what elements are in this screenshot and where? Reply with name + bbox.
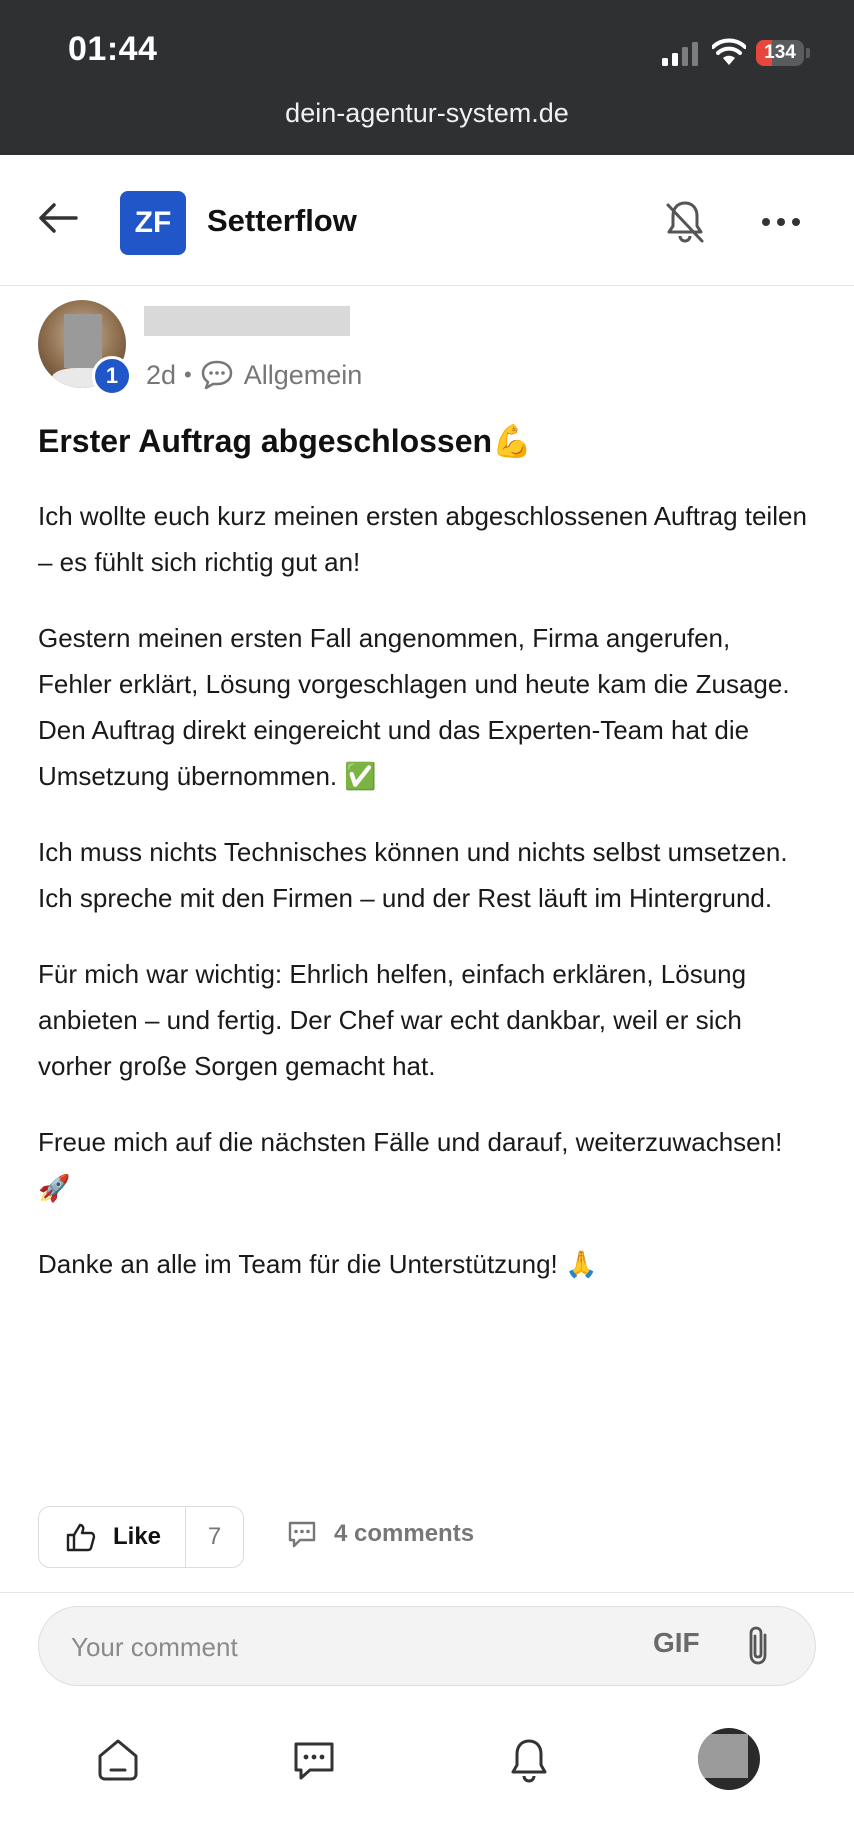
like-label: Like: [113, 1523, 162, 1550]
like-group: [38, 1506, 244, 1568]
post-paragraph: Danke an alle im Team für die Unterstützung! 🙏: [38, 1249, 598, 1279]
post-meta: [146, 358, 362, 392]
post-paragraph: Für mich war wichtig: Ehrlich helfen, einfach erklären, Lösung anbieten – und fertig. Der Chef war echt dankbar, weil er sich vorher große Sorgen gemacht hat.: [38, 959, 747, 1081]
bell-icon[interactable]: [505, 1736, 553, 1784]
post-age: 2d: [146, 359, 177, 390]
wifi-icon: [712, 38, 746, 66]
signal-icon: [662, 42, 698, 66]
thumbs-up-icon: [65, 1521, 97, 1553]
comment-input[interactable]: [69, 1607, 633, 1687]
group-name[interactable]: Setterflow: [207, 203, 357, 238]
post-paragraph: Ich muss nichts Technisches können und nichts selbst umsetzen. Ich spreche mit den Firmen – und der Rest läuft im Hintergrund.: [38, 837, 788, 913]
divider: [0, 1592, 854, 1593]
comments-button[interactable]: [286, 1518, 474, 1550]
post-title: Erster Auftrag abgeschlossen💪: [38, 423, 532, 459]
post-body: [38, 493, 808, 1287]
avatar-redaction: [698, 1734, 748, 1778]
post-paragraph: Freue mich auf die nächsten Fälle und darauf, weiterzuwachsen! 🚀: [38, 1127, 783, 1203]
level-badge: 1: [92, 356, 132, 396]
more-icon[interactable]: [756, 197, 806, 247]
bell-off-icon[interactable]: [660, 197, 710, 247]
group-logo[interactable]: ZF: [120, 191, 186, 255]
like-button[interactable]: [39, 1507, 186, 1567]
battery-indicator: [756, 40, 804, 66]
meta-separator: •: [184, 362, 192, 387]
post-category[interactable]: Allgemein: [243, 359, 363, 390]
post-paragraph: Ich wollte euch kurz meinen ersten abgeschlossenen Auftrag teilen – es fühlt sich richtig gut an!: [38, 501, 807, 577]
author-name-redacted[interactable]: [144, 306, 350, 336]
chat-icon[interactable]: [290, 1736, 338, 1784]
status-time: 01:44: [68, 30, 158, 68]
bottom-nav: [0, 1710, 854, 1842]
post-paragraph: Gestern meinen ersten Fall angenommen, Firma angerufen, Fehler erklärt, Lösung vorgeschlagen und heute kam die Zusage. Den Auftrag direkt eingereicht und das Experten-Team hat die Umsetzung übernommen. ✅: [38, 623, 790, 791]
gif-button[interactable]: GIF: [653, 1627, 700, 1658]
comment-box: [38, 1606, 816, 1686]
battery-cap: [806, 48, 810, 58]
profile-avatar[interactable]: [698, 1728, 760, 1790]
battery-percent: 134: [764, 42, 796, 63]
like-count[interactable]: 7: [207, 1523, 222, 1550]
chat-bubble-icon: [200, 359, 234, 391]
paperclip-icon[interactable]: [739, 1623, 779, 1669]
status-bar: [0, 0, 854, 155]
comments-label: 4 comments: [334, 1520, 475, 1547]
home-icon[interactable]: [94, 1736, 142, 1784]
app-header: [0, 155, 854, 286]
comment-icon: [286, 1518, 318, 1550]
avatar-redaction: [64, 314, 102, 368]
back-arrow-icon[interactable]: [34, 193, 84, 243]
url-bar[interactable]: dein-agentur-system.de: [285, 98, 569, 128]
